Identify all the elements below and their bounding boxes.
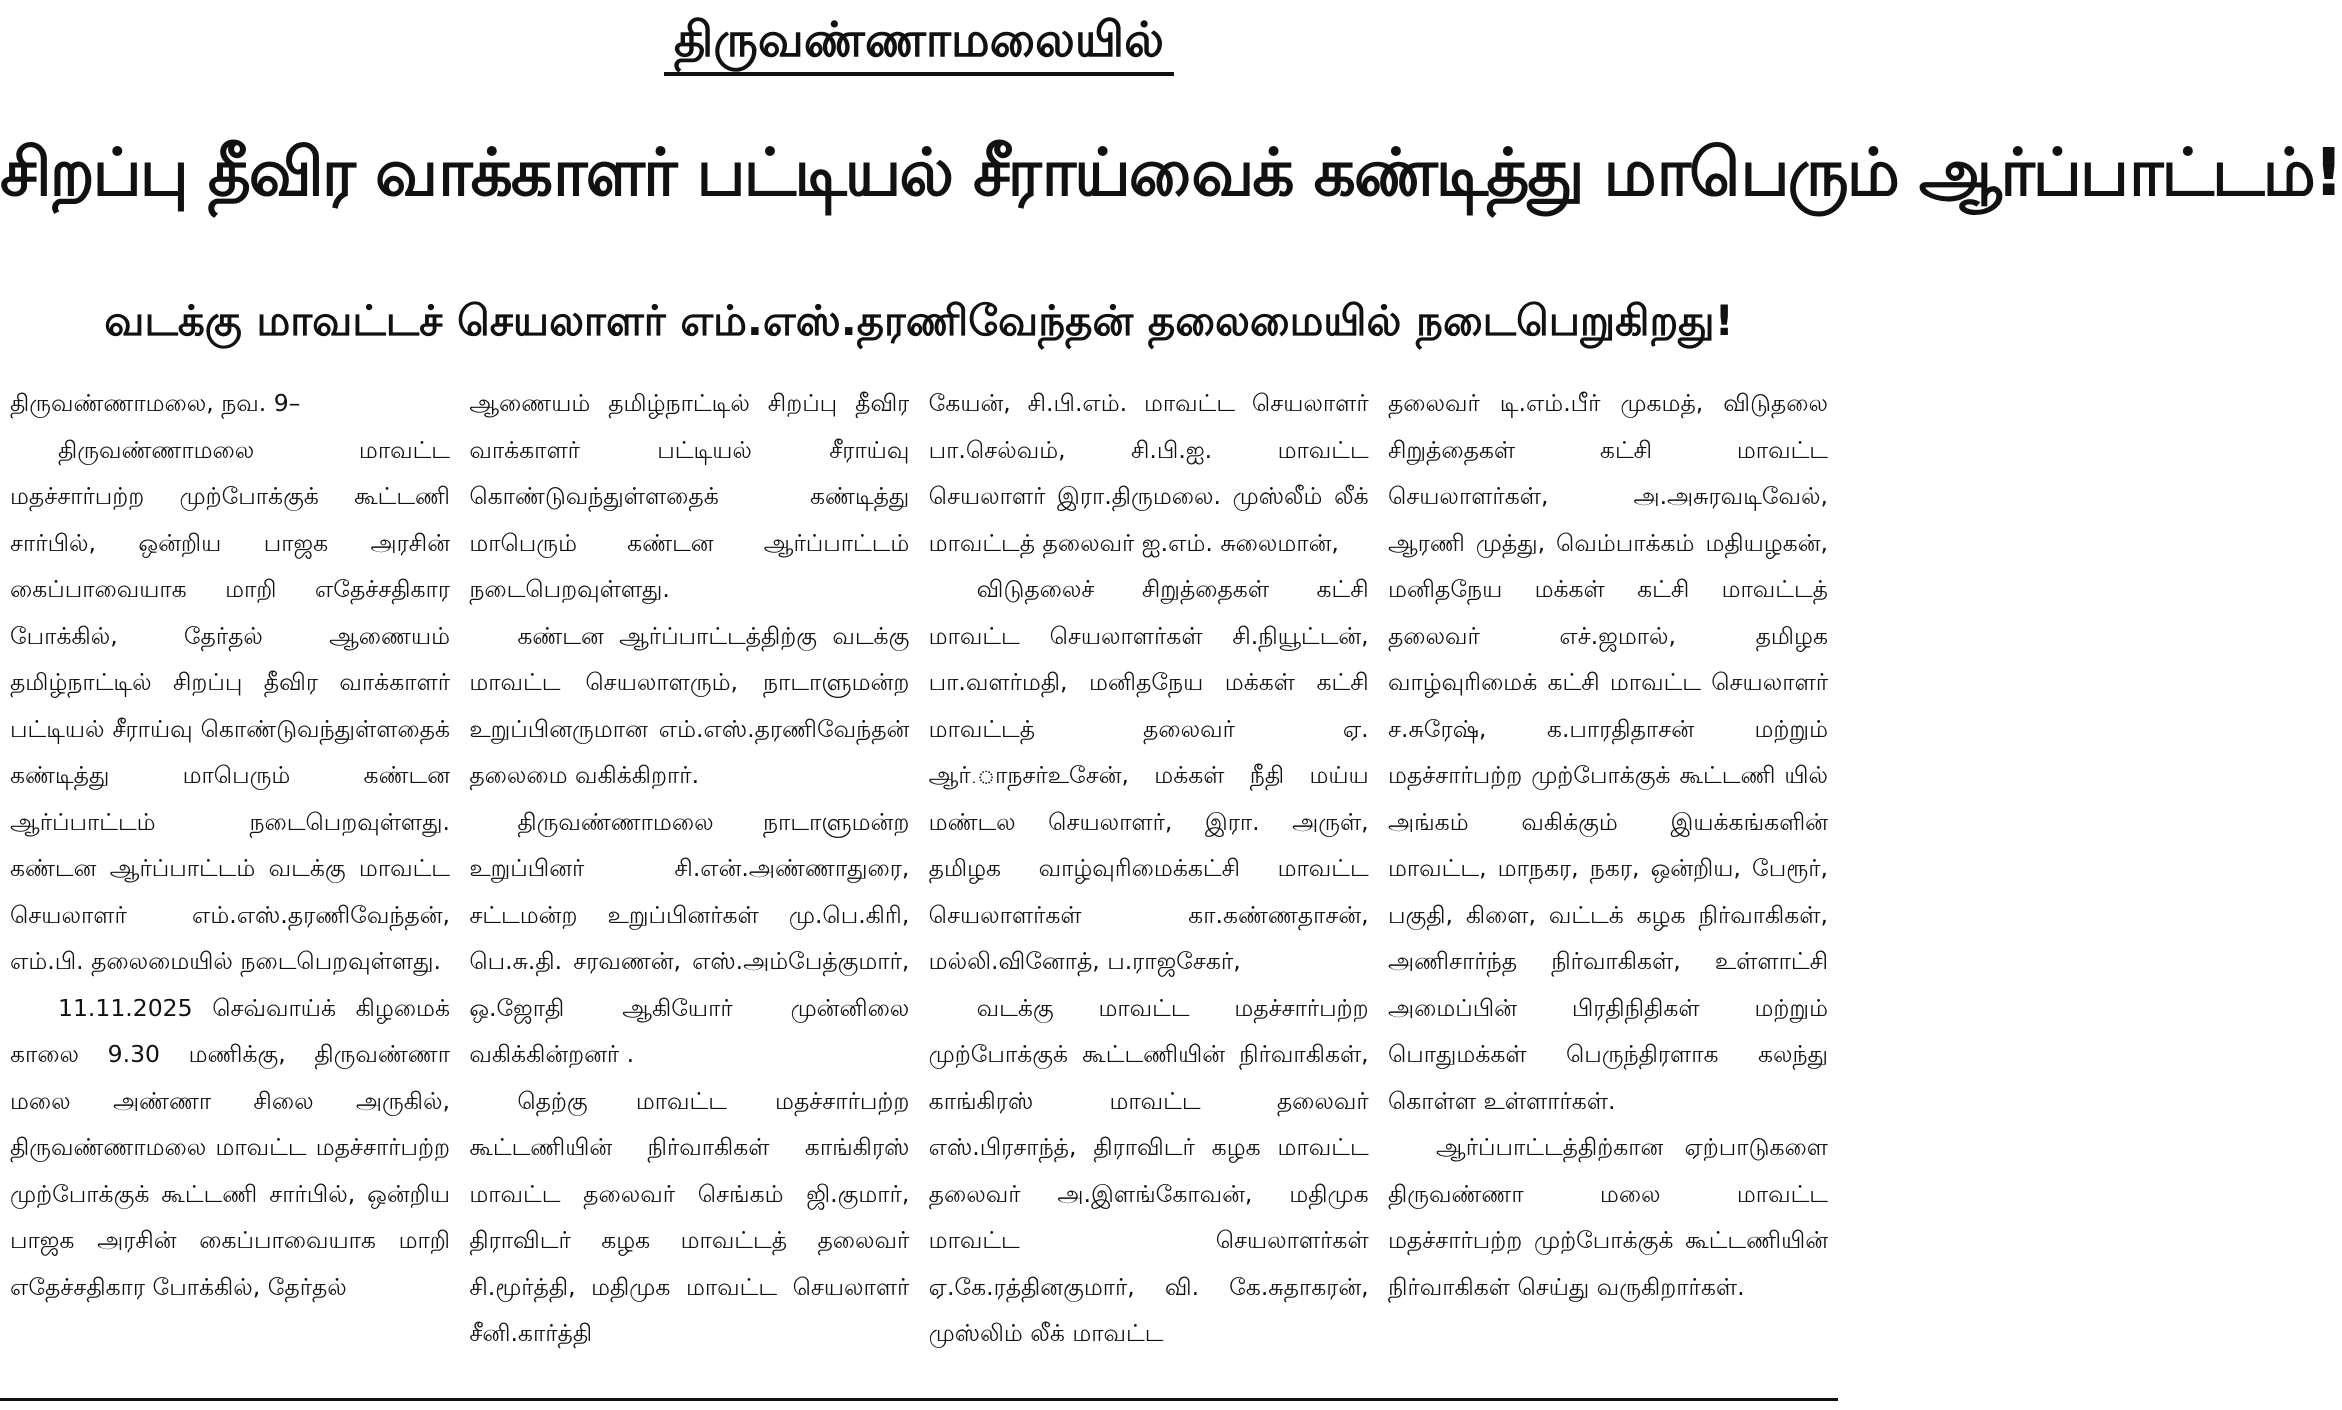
paragraph: கேயன், சி.பி.எம். மாவட்ட செயலாளர் பா.செல்வம், சி.பி.ஐ. மாவட்ட செயலாளர் இரா.திருமலை. முஸ்லீம் லீக் மாவட்டத் தலைவர் ஐ.எம். சுலைமான், — [928, 389, 1369, 557]
article-column-3 — [929, 380, 1369, 1380]
dateline: திருவண்ணாமலை, நவ. 9– — [10, 389, 301, 417]
article-body — [10, 380, 1828, 1380]
article-column-4 — [1388, 380, 1828, 1380]
paragraph: ஆர்ப்பாட்டத்திற்கான ஏற்பாடுகளை திருவண்ணா மலை மாவட்ட மதச்சார்பற்ற முற்போக்குக் கூட்டணியின் நிர்வாகிகள் செய்து வருகிறார்கள். — [1387, 1133, 1828, 1301]
headline: சிறப்பு தீவிர வாக்காளர் பட்டியல் சீராய்வைக் கண்டித்து மாபெரும் ஆர்ப்பாட்டம்! — [0, 134, 2342, 211]
bottom-divider — [0, 1398, 1838, 1401]
paragraph: கண்டன ஆர்ப்பாட்டத்திற்கு வடக்கு மாவட்ட செயலாளரும், நாடாளுமன்ற உறுப்பினருமான எம்.எஸ்.தரணிவேந்தன் தலைமை வகிக்கிறார். — [469, 621, 910, 789]
subheadline: வடக்கு மாவட்டச் செயலாளர் எம்.எஸ்.தரணிவேந்தன் தலைமையில் நடைபெறுகிறது! — [104, 296, 1734, 345]
article-column-1 — [10, 380, 450, 1380]
paragraph: ஆணையம் தமிழ்நாட்டில் சிறப்பு தீவிர வாக்காளர் பட்டியல் சீராய்வு கொண்டுவந்துள்ளதைக் கண்டித்து மாபெரும் கண்டன ஆர்ப்பாட்டம் நடைபெறவுள்ளது. — [469, 389, 910, 603]
paragraph: வடக்கு மாவட்ட மதச்சார்பற்ற முற்போக்குக் கூட்டணியின் நிர்வாகிகள், காங்கிரஸ் மாவட்ட தலைவர் எஸ்.பிரசாந்த், திராவிடர் கழக மாவட்ட தலைவர் அ.இளங்கோவன், மதிமுக மாவட்ட செயலாளர்கள் ஏ.கே.ரத்தினகுமார், வி. கே.சுதாகரன், முஸ்லிம் லீக் மாவட்ட — [928, 993, 1369, 1347]
paragraph: திருவண்ணாமலை மாவட்ட மதச்சார்பற்ற முற்போக்குக் கூட்டணி சார்பில், ஒன்றிய பாஜக அரசின் கைப்பாவையாக மாறி எதேச்சதிகார போக்கில், தேர்தல் ஆணையம் தமிழ்நாட்டில் சிறப்பு தீவிர வாக்காளர் பட்டியல் சீராய்வு கொண்டுவந்துள்ளதைக் கண்டித்து மாபெரும் கண்டன ஆர்ப்பாட்டம் நடைபெறவுள்ளது. கண்டன ஆர்ப்பாட்டம் வடக்கு மாவட்ட செயலாளர் எம்.எஸ்.தரணிவேந்தன், எம்.பி. தலைமையில் நடைபெறவுள்ளது. — [10, 435, 450, 975]
kicker-wrapper — [0, 10, 1838, 76]
paragraph: விடுதலைச் சிறுத்தைகள் கட்சி மாவட்ட செயலாளர்கள் சி.நியூட்டன், பா.வளர்மதி, மனிதநேய மக்கள் கட்சி மாவட்டத் தலைவர் ஏ. ஆர்.ாநசர்உசேன், மக்கள் நீதி மய்ய மண்டல செயலாளர், இரா. அருள், தமிழக வாழ்வுரிமைக்கட்சி மாவட்ட செயலாளர்கள் கா.கண்ணதாசன், மல்லி.வினோத், ப.ராஜசேகர், — [928, 575, 1369, 975]
paragraph: தெற்கு மாவட்ட மதச்சார்பற்ற கூட்டணியின் நிர்வாகிகள் காங்கிரஸ் மாவட்ட தலைவர் செங்கம் ஜி.குமார், திராவிடர் கழக மாவட்டத் தலைவர் சி.மூர்த்தி, மதிமுக மாவட்ட செயலாளர் சீனி.கார்த்தி — [469, 1086, 910, 1347]
paragraph: 11.11.2025 செவ்வாய்க் கிழமைக் காலை 9.30 மணிக்கு, திருவண்ணா மலை அண்ணா சிலை அருகில், திருவண்ணாமலை மாவட்ட மதச்சார்பற்ற முற்போக்குக் கூட்டணி சார்பில், ஒன்றிய பாஜக அரசின் கைப்பாவையாக மாறி எதேச்சதிகார போக்கில், தேர்தல் — [10, 993, 450, 1301]
paragraph: திருவண்ணாமலை நாடாளுமன்ற உறுப்பினர் சி.என்.அண்ணாதுரை, சட்டமன்ற உறுப்பினர்கள் மு.பெ.கிரி, பெ.சு.தி. சரவணன், எஸ்.அம்பேத்குமார், ஒ.ஜோதி ஆகியோர் முன்னிலை வகிக்கின்றனர் . — [469, 807, 910, 1068]
paragraph: தலைவர் டி.எம்.பீர் முகமத், விடுதலை சிறுத்தைகள் கட்சி மாவட்ட செயலாளர்கள், அ.அசுரவடிவேல், ஆரணி முத்து, வெம்பாக்கம் மதியழகன், மனிதநேய மக்கள் கட்சி மாவட்டத் தலைவர் எச்.ஜமால், தமிழக வாழ்வுரிமைக் கட்சி மாவட்ட செயலாளர் ச.சுரேஷ், க.பாரதிதாசன் மற்றும் மதச்சார்பற்ற முற்போக்குக் கூட்டணி யில் அங்கம் வகிக்கும் இயக்கங்களின் மாவட்ட, மாநகர, நகர, ஒன்றிய, பேரூர், பகுதி, கிளை, வட்டக் கழக நிர்வாகிகள், அணிசார்ந்த நிர்வாகிகள், உள்ளாட்சி அமைப்பின் பிரதிநிதிகள் மற்றும் பொதுமக்கள் பெருந்திரளாக கலந்து கொள்ள உள்ளார்கள். — [1387, 389, 1828, 1115]
kicker-heading: திருவண்ணாமலையில் — [664, 10, 1174, 76]
article-column-2 — [469, 380, 909, 1380]
